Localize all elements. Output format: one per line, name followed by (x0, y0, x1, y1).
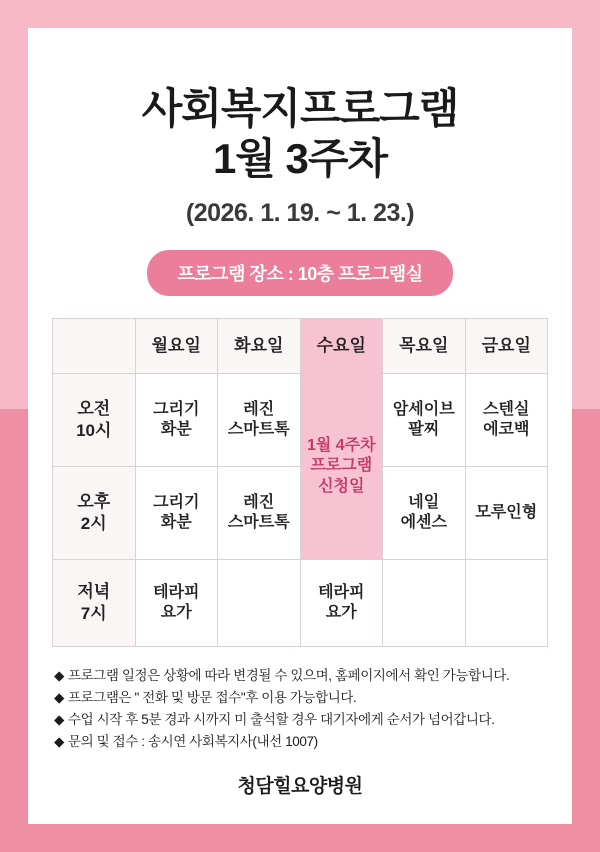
cell-fri-morning-l2: 에코백 (483, 421, 530, 439)
poster-sheet (28, 28, 572, 824)
cell-tue-afternoon-l2: 스마트톡 (227, 514, 290, 532)
cell-fri-morning-l1: 스텐실 (483, 400, 530, 418)
cell-mon-evening-l2: 요가 (160, 604, 192, 622)
schedule-table-head (53, 319, 548, 374)
cell-thu-afternoon-l2: 에센스 (400, 514, 447, 532)
table-row-evening (53, 560, 548, 647)
time-label-afternoon (53, 467, 136, 560)
diamond-bullet-icon: ◆ (54, 668, 64, 684)
cell-mon-morning-l1: 그리기 (153, 400, 200, 418)
cell-mon-afternoon (135, 467, 218, 560)
notes-list (52, 665, 548, 752)
diamond-bullet-icon: ◆ (54, 711, 64, 727)
footer-organization: 청담힐요양병원 (237, 775, 363, 797)
cell-wed-evening (300, 560, 383, 647)
cell-thu-morning-l2: 팔찌 (408, 421, 440, 439)
cell-thu-morning (383, 374, 466, 467)
schedule-table (52, 318, 548, 647)
place-badge: 프로그램 장소 : 10층 프로그램실 (147, 250, 452, 296)
time-label-evening (53, 560, 136, 647)
cell-tue-morning-l1: 레진 (243, 400, 275, 418)
cell-tue-morning (218, 374, 301, 467)
note-item-4-text: 문의 및 접수 : 송시연 사회복지사(내선 1007) (67, 733, 318, 749)
note-item-3-text: 수업 시작 후 5분 경과 시까지 미 출석할 경우 대기자에게 순서가 넘어갑니다. (67, 711, 495, 727)
cell-thu-evening (383, 560, 466, 647)
cell-wed-evening-l1: 테라피 (318, 583, 365, 601)
cell-thu-afternoon-l1: 네일 (408, 493, 440, 511)
page-title-line2: 1월 3주차 (212, 134, 388, 182)
schedule-table-body (53, 374, 548, 647)
cell-mon-afternoon-l1: 그리기 (153, 493, 200, 511)
cell-mon-morning-l2: 화분 (160, 421, 192, 439)
page-title-line1: 사회복지프로그램 (141, 85, 459, 132)
header-corner (53, 319, 136, 374)
cell-tue-evening (218, 560, 301, 647)
cell-thu-morning-l1: 암세이브 (392, 400, 455, 418)
note-item-2 (54, 687, 546, 709)
time-label-evening-line1: 저녁 (77, 582, 111, 602)
cell-mon-evening-l1: 테라피 (153, 583, 200, 601)
cell-mon-evening (135, 560, 218, 647)
diamond-bullet-icon: ◆ (54, 689, 64, 705)
time-label-afternoon-line2: 2시 (80, 514, 107, 534)
time-label-afternoon-line1: 오후 (77, 492, 111, 512)
cell-thu-afternoon (383, 467, 466, 560)
time-label-morning (53, 374, 136, 467)
cell-wed-merged-l1: 1월 4주차 (306, 436, 376, 454)
cell-fri-morning (465, 374, 548, 467)
time-label-morning-line2: 10시 (76, 421, 112, 441)
note-item-2-text: 프로그램은 " 전화 및 방문 접수"후 이용 가능합니다. (67, 689, 357, 705)
cell-tue-afternoon-l1: 레진 (243, 493, 275, 511)
cell-mon-morning (135, 374, 218, 467)
cell-tue-morning-l2: 스마트톡 (227, 421, 290, 439)
note-item-3 (54, 709, 546, 731)
place-badge-wrap (52, 250, 548, 296)
title-block (52, 84, 548, 183)
cell-wed-merged-l2: 프로그램 (310, 457, 373, 475)
cell-mon-afternoon-l2: 화분 (160, 514, 192, 532)
cell-wed-merged-l3: 신청일 (318, 477, 365, 495)
table-row-morning (53, 374, 548, 467)
time-label-evening-line2: 7시 (80, 604, 107, 624)
header-day-fri: 금요일 (465, 319, 548, 374)
date-range: (2026. 1. 19. ~ 1. 23.) (185, 199, 415, 228)
time-label-morning-line1: 오전 (77, 399, 111, 419)
cell-fri-afternoon: 모루인형 (465, 467, 548, 560)
note-item-4 (54, 731, 546, 753)
note-item-1-text: 프로그램 일정은 상황에 따라 변경될 수 있으며, 홈페이지에서 확인 가능합니다. (67, 668, 510, 684)
cell-wed-merged-application-day (300, 374, 383, 560)
diamond-bullet-icon: ◆ (54, 733, 64, 749)
table-header-row (53, 319, 548, 374)
cell-wed-evening-l2: 요가 (325, 604, 357, 622)
header-day-tue: 화요일 (218, 319, 301, 374)
note-item-1 (54, 665, 546, 687)
header-day-thu: 목요일 (383, 319, 466, 374)
cell-fri-evening (465, 560, 548, 647)
header-day-wed: 수요일 (300, 319, 383, 374)
cell-tue-afternoon (218, 467, 301, 560)
header-day-mon: 월요일 (135, 319, 218, 374)
